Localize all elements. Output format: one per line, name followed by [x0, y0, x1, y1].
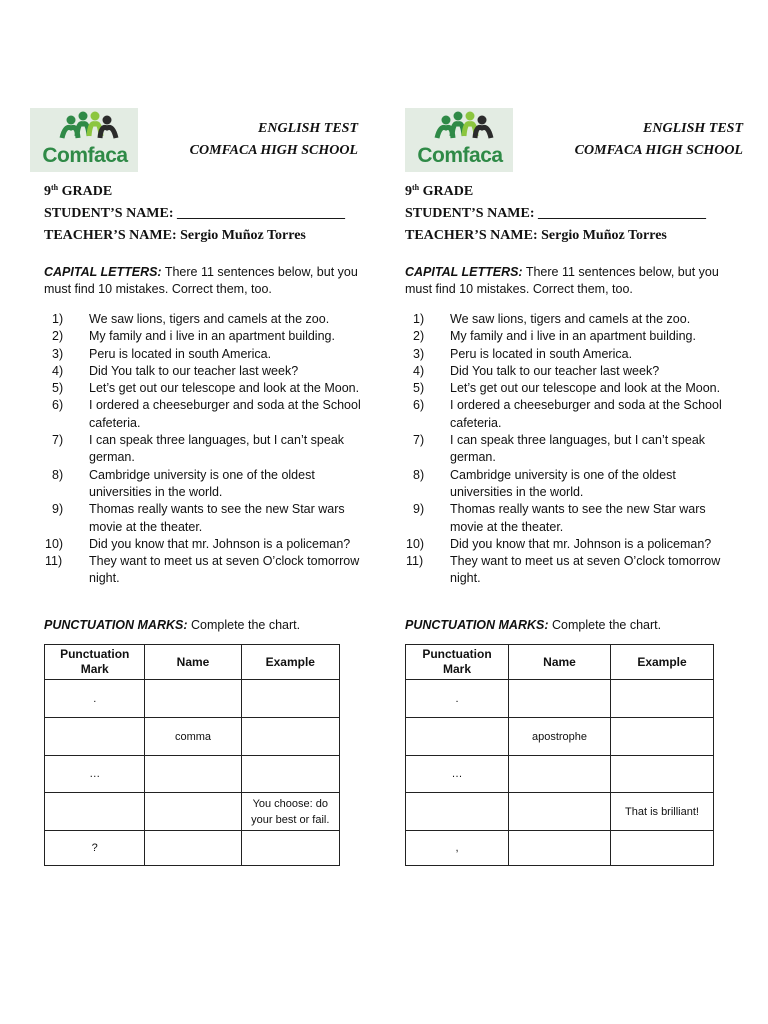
- grade-word: GRADE: [422, 184, 474, 199]
- cell-example[interactable]: [241, 756, 339, 793]
- punctuation-text: Complete the chart.: [191, 618, 301, 632]
- cell-mark[interactable]: [45, 793, 145, 831]
- school-name: COMFACA HIGH SCHOOL: [574, 143, 743, 158]
- header-name: Name: [145, 645, 241, 680]
- test-heading: [575, 118, 743, 162]
- student-info: [405, 181, 735, 247]
- list-item: [405, 363, 725, 380]
- cell-name[interactable]: [509, 756, 611, 793]
- item-text: I can speak three languages, but I can’t speak german.: [89, 433, 345, 465]
- cell-name[interactable]: [145, 756, 241, 793]
- test-heading: [190, 118, 358, 162]
- table-row: [45, 831, 340, 866]
- punctuation-chart: [405, 644, 714, 866]
- cell-name[interactable]: [145, 793, 241, 831]
- list-item: [44, 346, 364, 363]
- list-item: [44, 363, 364, 380]
- student-name-line: STUDENT’S NAME: ________________________: [44, 206, 346, 221]
- cell-name[interactable]: [509, 680, 611, 718]
- punctuation-text: Complete the chart.: [552, 618, 662, 632]
- list-item: [44, 328, 364, 345]
- cell-example[interactable]: [611, 756, 714, 793]
- cell-mark[interactable]: [406, 793, 509, 831]
- item-number: 10): [45, 536, 64, 551]
- school-name: COMFACA HIGH SCHOOL: [189, 143, 358, 158]
- table-header-row: [406, 645, 714, 680]
- cell-mark[interactable]: ,: [406, 831, 509, 866]
- cell-name[interactable]: comma: [145, 718, 241, 756]
- cell-name[interactable]: [509, 793, 611, 831]
- cell-name[interactable]: [145, 831, 241, 866]
- cell-example[interactable]: You choose: do your best or fail.: [241, 793, 339, 831]
- punctuation-instructions: [44, 617, 364, 634]
- item-number: 9): [413, 502, 425, 517]
- list-item: [44, 432, 364, 467]
- item-number: 8): [413, 467, 425, 482]
- cell-example[interactable]: [611, 831, 714, 866]
- grade-line: [405, 181, 735, 203]
- item-text: Did You talk to our teacher last week?: [450, 363, 660, 378]
- header-mark: Punctuation Mark: [45, 645, 145, 680]
- teacher-name-line: TEACHER’S NAME: Sergio Muñoz Torres: [405, 228, 667, 243]
- item-number: 2): [413, 329, 425, 344]
- item-number: 4): [413, 363, 425, 378]
- item-text: Peru is located in south America.: [450, 346, 633, 361]
- list-item: [405, 467, 725, 502]
- header-example: Example: [611, 645, 714, 680]
- item-text: My family and i live in an apartment building.: [89, 329, 335, 344]
- grade-word: GRADE: [61, 184, 113, 199]
- grade-suffix: th: [412, 183, 420, 192]
- table-row: [45, 718, 340, 756]
- list-item: [44, 501, 364, 536]
- list-item: [405, 553, 725, 588]
- sentence-list: [44, 311, 364, 588]
- list-item: [44, 467, 364, 502]
- item-text: Cambridge university is one of the oldest universities in the world.: [89, 467, 315, 499]
- table-row: [45, 793, 340, 831]
- list-item: [405, 380, 725, 397]
- punctuation-chart: [44, 644, 340, 866]
- list-item: [44, 553, 364, 588]
- table-header-row: [45, 645, 340, 680]
- list-item: [44, 536, 364, 553]
- item-number: 3): [413, 346, 425, 361]
- sentence-list: [405, 311, 725, 588]
- logo-text: Comfaca: [417, 144, 503, 167]
- item-number: 1): [413, 312, 425, 326]
- punctuation-heading: PUNCTUATION MARKS:: [44, 618, 188, 632]
- table-row: [406, 756, 714, 793]
- item-text: Let’s get out our telescope and look at the Moon.: [450, 381, 721, 396]
- cell-mark[interactable]: [406, 718, 509, 756]
- item-text: They want to meet us at seven O’clock tomorrow night.: [89, 554, 360, 586]
- list-item: [405, 311, 725, 328]
- item-text: Thomas really wants to see the new Star wars movie at the theater.: [89, 502, 345, 534]
- item-text: Did you know that mr. Johnson is a policeman?: [450, 536, 712, 551]
- comfaca-logo: [405, 108, 513, 172]
- item-number: 9): [52, 502, 64, 517]
- grade-number: 9: [44, 184, 51, 199]
- list-item: [44, 397, 364, 432]
- item-number: 4): [52, 363, 64, 378]
- capital-letters-heading: CAPITAL LETTERS:: [405, 265, 523, 279]
- cell-mark[interactable]: …: [406, 756, 509, 793]
- list-item: [405, 536, 725, 553]
- table-row: [406, 831, 714, 866]
- grade-number: 9: [405, 184, 412, 199]
- cell-mark[interactable]: …: [45, 756, 145, 793]
- item-text: Did you know that mr. Johnson is a policeman?: [89, 536, 351, 551]
- cell-mark[interactable]: [45, 718, 145, 756]
- test-title: ENGLISH TEST: [258, 121, 358, 136]
- item-text: Thomas really wants to see the new Star wars movie at the theater.: [450, 502, 706, 534]
- header-mark: Punctuation Mark: [406, 645, 509, 680]
- item-text: My family and i live in an apartment building.: [450, 329, 696, 344]
- item-number: 7): [52, 433, 64, 448]
- item-number: 10): [406, 536, 425, 551]
- cell-example[interactable]: [611, 680, 714, 718]
- item-text: I ordered a cheeseburger and soda at the School cafeteria.: [450, 398, 722, 430]
- cell-name[interactable]: apostrophe: [509, 718, 611, 756]
- cell-name[interactable]: [145, 680, 241, 718]
- punctuation-heading: PUNCTUATION MARKS:: [405, 618, 549, 632]
- cell-mark[interactable]: .: [45, 680, 145, 718]
- item-text: Peru is located in south America.: [89, 346, 272, 361]
- test-title: ENGLISH TEST: [643, 121, 743, 136]
- table-row: [406, 793, 714, 831]
- item-number: 3): [52, 346, 64, 361]
- item-number: 6): [413, 398, 425, 413]
- cell-name[interactable]: [509, 831, 611, 866]
- item-text: I can speak three languages, but I can’t speak german.: [450, 433, 706, 465]
- list-item: [405, 328, 725, 345]
- item-number: 11): [406, 554, 424, 569]
- item-text: We saw lions, tigers and camels at the zoo.: [89, 312, 330, 326]
- grade-suffix: th: [51, 183, 59, 192]
- item-number: 5): [52, 381, 64, 396]
- item-number: 5): [413, 381, 425, 396]
- cell-example[interactable]: [241, 718, 339, 756]
- list-item: [405, 397, 725, 432]
- capital-letters-instructions: [44, 264, 364, 299]
- cell-example[interactable]: That is brilliant!: [611, 793, 714, 831]
- item-number: 1): [52, 312, 64, 326]
- list-item: [44, 380, 364, 397]
- item-text: Did You talk to our teacher last week?: [89, 363, 299, 378]
- item-number: 8): [52, 467, 64, 482]
- header-example: Example: [241, 645, 339, 680]
- capital-letters-text: There 11 sentences below, but you must find 10 mistakes. Correct them, too.: [44, 265, 358, 297]
- cell-example[interactable]: [241, 831, 339, 866]
- item-text: Let’s get out our telescope and look at the Moon.: [89, 381, 360, 396]
- list-item: [44, 311, 364, 328]
- table-row: [406, 718, 714, 756]
- student-info: [44, 181, 374, 247]
- teacher-name-line: TEACHER’S NAME: Sergio Muñoz Torres: [44, 228, 306, 243]
- cell-mark[interactable]: .: [406, 680, 509, 718]
- header-name: Name: [509, 645, 611, 680]
- cell-mark[interactable]: ?: [45, 831, 145, 866]
- comfaca-logo: [30, 108, 138, 172]
- item-text: I ordered a cheeseburger and soda at the School cafeteria.: [89, 398, 361, 430]
- item-number: 11): [45, 554, 63, 569]
- list-item: [405, 346, 725, 363]
- punctuation-instructions: [405, 617, 725, 634]
- list-item: [405, 432, 725, 467]
- grade-line: [44, 181, 374, 203]
- student-name-line: STUDENT’S NAME: ________________________: [405, 206, 707, 221]
- item-number: 6): [52, 398, 64, 413]
- item-text: Cambridge university is one of the oldest universities in the world.: [450, 467, 676, 499]
- table-row: [406, 680, 714, 718]
- cell-example[interactable]: [611, 718, 714, 756]
- capital-letters-heading: CAPITAL LETTERS:: [44, 265, 162, 279]
- capital-letters-instructions: [405, 264, 725, 299]
- logo-text: Comfaca: [42, 144, 128, 167]
- cell-example[interactable]: [241, 680, 339, 718]
- table-row: [45, 756, 340, 793]
- item-number: 7): [413, 433, 425, 448]
- item-number: 2): [52, 329, 64, 344]
- item-text: We saw lions, tigers and camels at the zoo.: [450, 312, 691, 326]
- table-row: [45, 680, 340, 718]
- list-item: [405, 501, 725, 536]
- item-text: They want to meet us at seven O’clock tomorrow night.: [450, 554, 721, 586]
- capital-letters-text: There 11 sentences below, but you must find 10 mistakes. Correct them, too.: [405, 265, 719, 297]
